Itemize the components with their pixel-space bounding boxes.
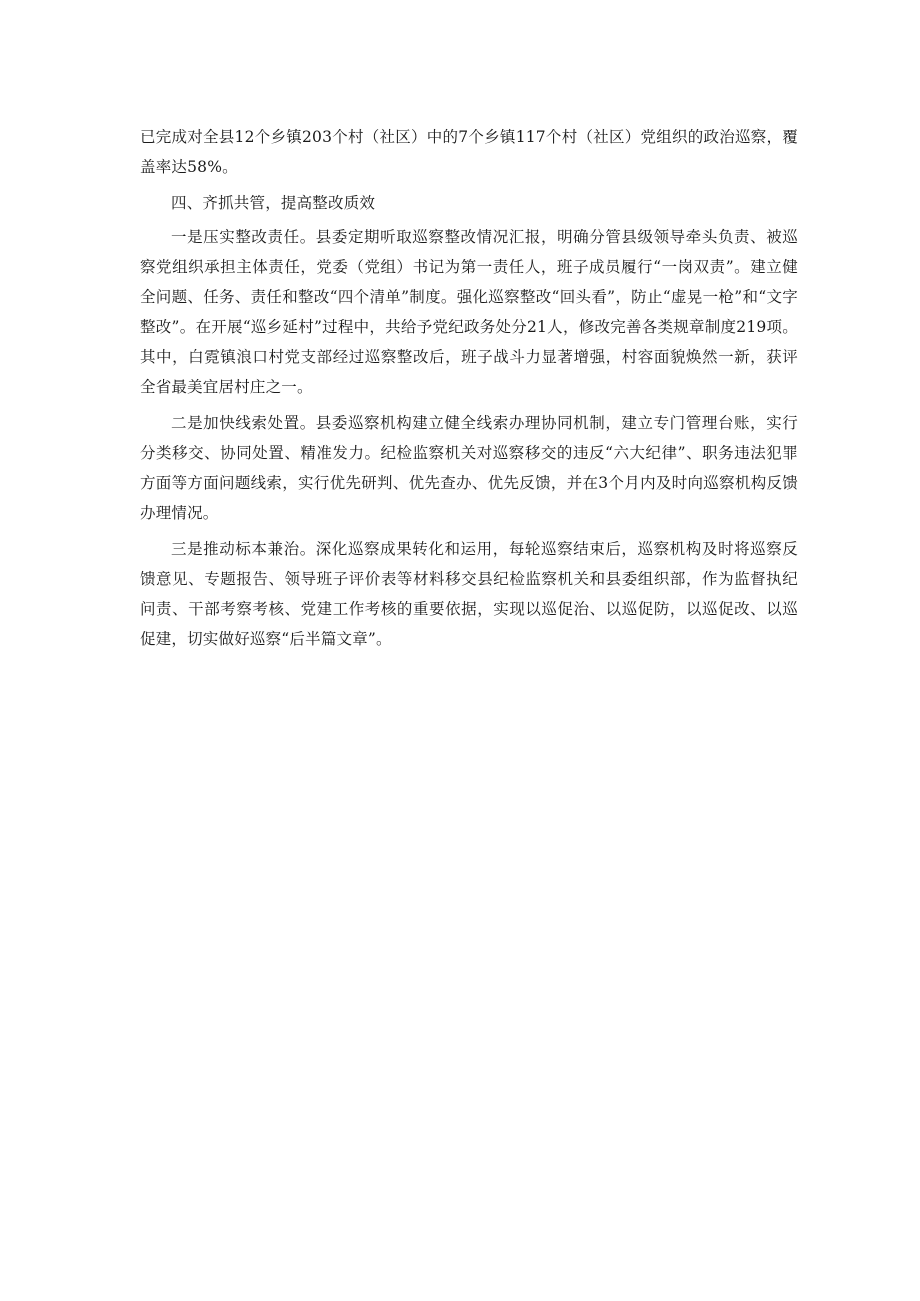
paragraph-rectification-responsibility: 一是压实整改责任。县委定期听取巡察整改情况汇报，明确分管县级领导牵头负责、被巡察党组织承担主体责任，党委（党组）书记为第一责任人，班子成员履行“一岗双责”。建立健全问题、任务、责任和整改“四个清单”制度。强化巡察整改“回头看”，防止“虚晃一枪”和“文字整改”。在开展“巡乡延村”过程中，共给予党纪政务处分21人，修改完善各类规章制度219项。其中，白霓镇浪口村党支部经过巡察整改后，班子战斗力显著增强，村容面貌焕然一新，获评全省最美宜居村庄之一。 [140, 228, 798, 396]
paragraph-clue-handling: 二是加快线索处置。县委巡察机构建立健全线索办理协同机制，建立专门管理台账，实行分类移交、协同处置、精准发力。纪检监察机关对巡察移交的违反“六大纪律”、职务违法犯罪方面等方面问题线索，实行优先研判、优先查办、优先反馈，并在3个月内及时向巡察机构反馈办理情况。 [140, 414, 798, 522]
paragraph-root-cause-treatment: 三是推动标本兼治。深化巡察成果转化和运用，每轮巡察结束后，巡察机构及时将巡察反馈意见、专题报告、领导班子评价表等材料移交县纪检监察机关和县委组织部，作为监督执纪问责、干部考察考核、党建工作考核的重要依据，实现以巡促治、以巡促防，以巡促改、以巡促建，切实做好巡察“后半篇文章”。 [140, 540, 798, 648]
section-heading: 四、齐抓共管，提高整改质效 [171, 194, 376, 212]
document-page [140, 122, 798, 660]
paragraph-continuation: 已完成对全县12个乡镇203个村（社区）中的7个乡镇117个村（社区）党组织的政治巡察，覆盖率达58%。 [140, 128, 798, 176]
